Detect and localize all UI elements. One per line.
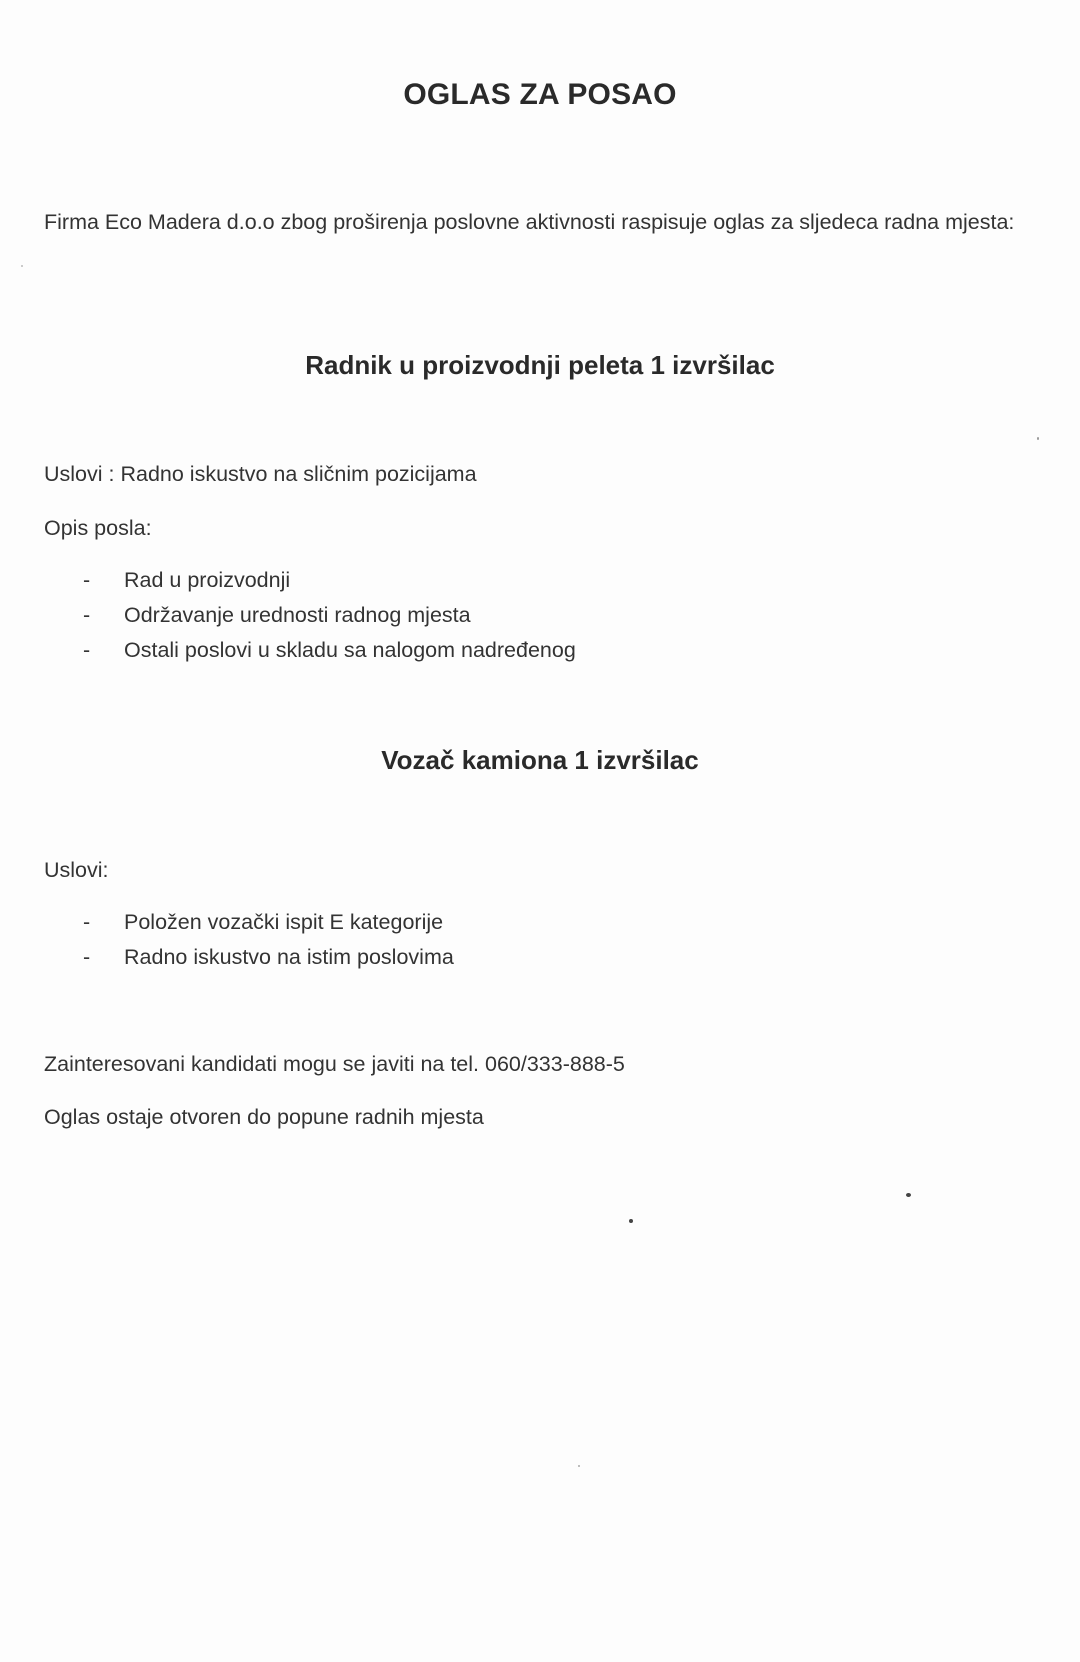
list-item-text: Rad u proizvodnji (124, 568, 291, 592)
bullet-dash: - (83, 603, 91, 627)
job1-conditions: Uslovi : Radno iskustvo na sličnim pozicijama (44, 462, 477, 486)
intro-paragraph: Firma Eco Madera d.o.o zbog proširenja poslovne aktivnosti raspisuje oglas za sljedeca radna mjesta: (44, 210, 1015, 234)
bullet-dash: - (83, 910, 91, 934)
job1-description-label: Opis posla: (44, 516, 152, 540)
list-item-text: Položen vozački ispit E kategorije (124, 910, 444, 934)
document-title: OGLAS ZA POSAO (403, 78, 677, 111)
closing-line: Oglas ostaje otvoren do popune radnih mjesta (44, 1105, 484, 1129)
bullet-dash: - (83, 638, 91, 662)
job-title-truck-driver: Vozač kamiona 1 izvršilac (381, 745, 699, 775)
scan-speck (1037, 437, 1039, 440)
list-item-text: Radno iskustvo na istim poslovima (124, 945, 454, 969)
list-item-text: Ostali poslovi u skladu sa nalogom nadređenog (124, 638, 576, 662)
scan-speck (629, 1219, 633, 1223)
scan-speck (906, 1193, 911, 1197)
contact-line: Zainteresovani kandidati mogu se javiti na tel. 060/333-888-5 (44, 1052, 625, 1076)
bullet-dash: - (83, 568, 91, 592)
list-item-text: Održavanje urednosti radnog mjesta (124, 603, 471, 627)
bullet-dash: - (83, 945, 91, 969)
scan-speck (578, 1465, 580, 1467)
job-title-pellet-worker: Radnik u proizvodnji peleta 1 izvršilac (305, 350, 775, 380)
job2-conditions: Uslovi: (44, 858, 109, 882)
scan-speck (21, 265, 23, 267)
